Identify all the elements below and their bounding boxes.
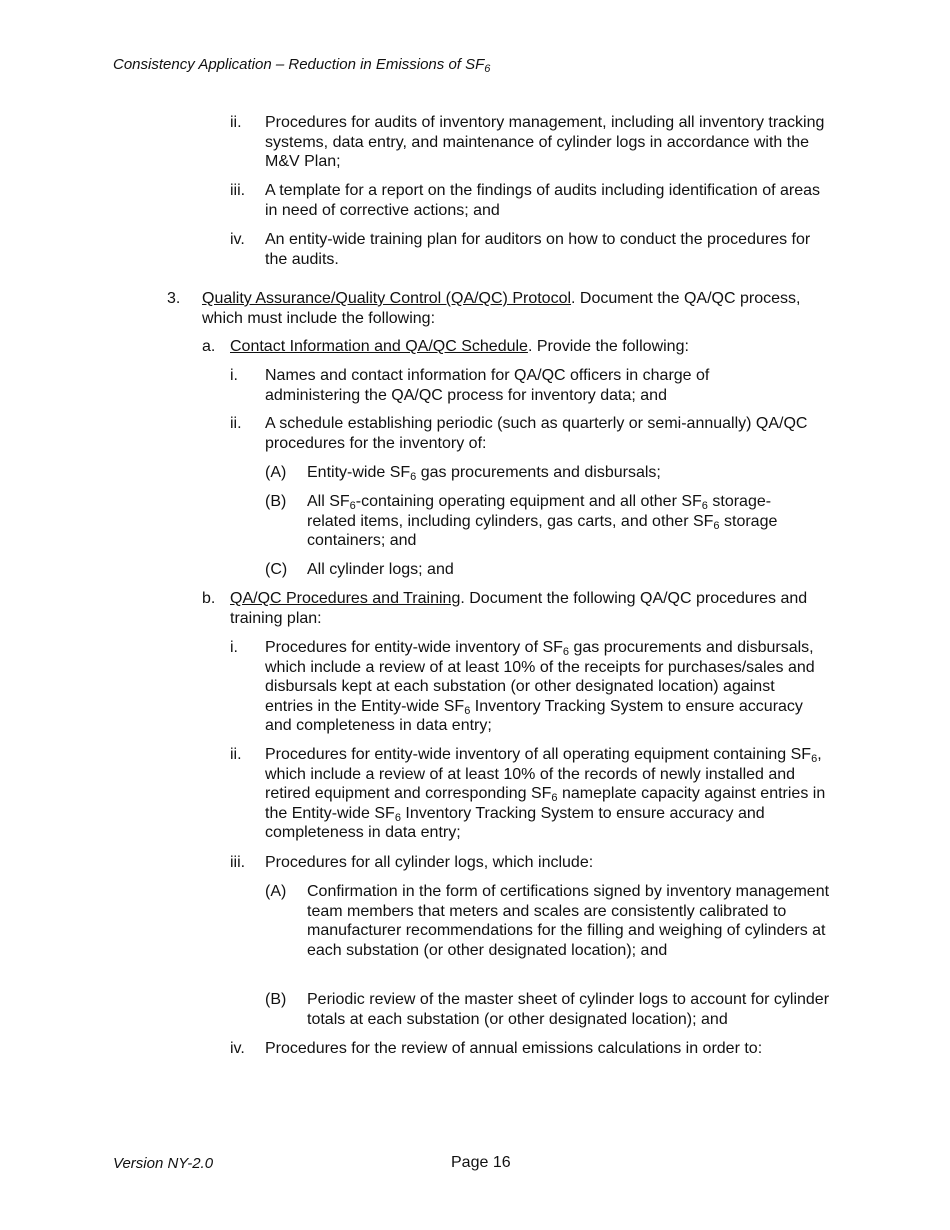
page-header: Consistency Application – Reduction in Emissions of $SF_6$: [113, 56, 491, 75]
section-a-title: Contact Information and QA/QC Schedule: [230, 338, 528, 355]
section-3-title: Quality Assurance/Quality Control (QA/QC) Protocol: [202, 290, 572, 307]
version-label: Version NY-2.0: [113, 1155, 214, 1172]
section-b-title: QA/QC Procedures and Training: [230, 590, 461, 607]
page-number: Page 16: [451, 1154, 511, 1171]
header-subscript: 6: [484, 63, 491, 75]
